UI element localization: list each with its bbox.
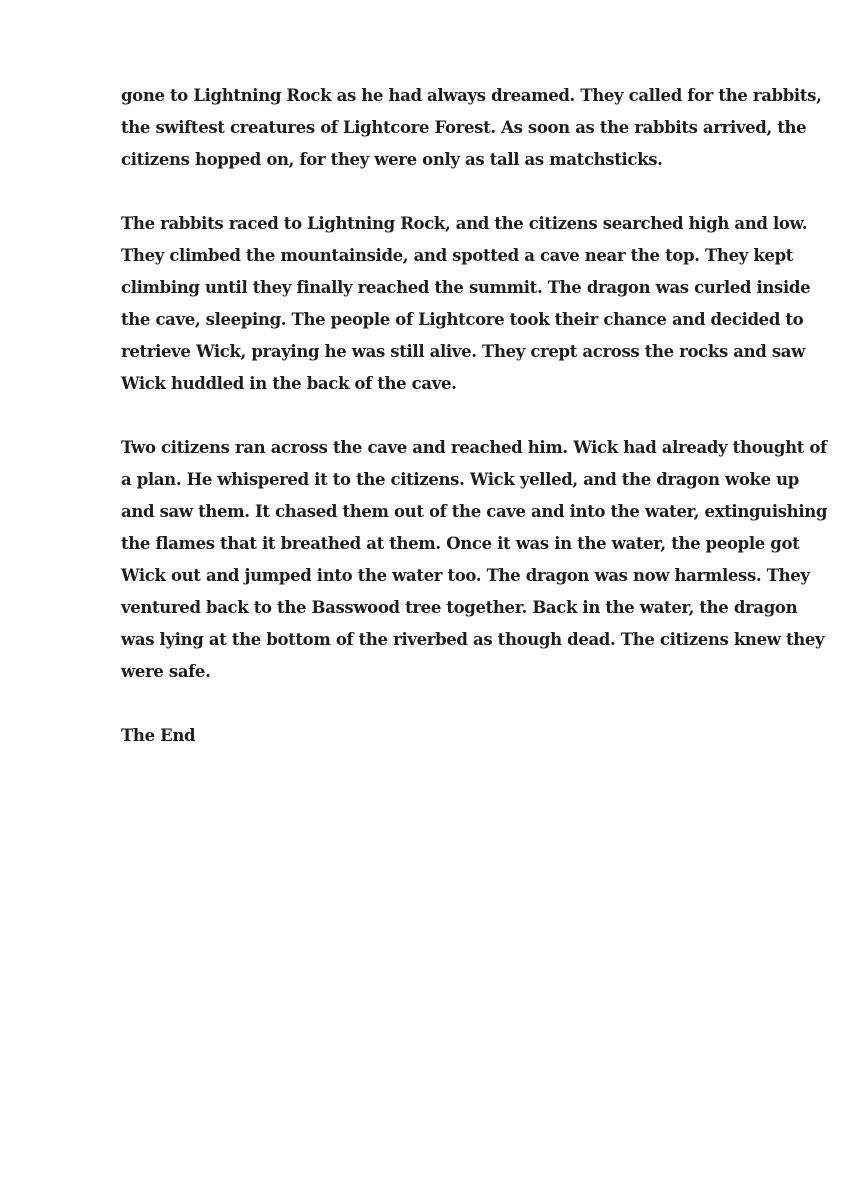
paragraph-2 <box>121 208 811 400</box>
text-line: Two citizens ran across the cave and reached him. Wick had already thought of <box>121 438 827 457</box>
story-text <box>121 80 828 752</box>
paragraph-3 <box>121 432 828 688</box>
text-line: the swiftest creatures of Lightcore Forest. As soon as the rabbits arrived, the <box>121 118 807 137</box>
text-line: the cave, sleeping. The people of Lightcore took their chance and decided to <box>121 310 804 329</box>
text-line: The rabbits raced to Lightning Rock, and the citizens searched high and low. <box>121 214 808 233</box>
text-line: and saw them. It chased them out of the cave and into the water, extinguishing <box>121 502 828 521</box>
paragraph-1 <box>121 80 822 176</box>
text-line: Wick huddled in the back of the cave. <box>121 374 457 393</box>
the-end-heading: The End <box>121 726 196 745</box>
text-line: a plan. He whispered it to the citizens. Wick yelled, and the dragon woke up <box>121 470 799 489</box>
text-line: were safe. <box>121 662 211 681</box>
text-line: retrieve Wick, praying he was still alive. They crept across the rocks and saw <box>121 342 805 361</box>
text-line: They climbed the mountainside, and spotted a cave near the top. They kept <box>121 246 794 265</box>
text-line: was lying at the bottom of the riverbed as though dead. The citizens knew they <box>121 630 825 649</box>
text-line: citizens hopped on, for they were only as tall as matchsticks. <box>121 150 663 169</box>
text-line: the flames that it breathed at them. Once it was in the water, the people got <box>121 534 800 553</box>
text-line: ventured back to the Basswood tree together. Back in the water, the dragon <box>121 598 798 617</box>
text-line: climbing until they finally reached the summit. The dragon was curled inside <box>121 278 811 297</box>
text-line: gone to Lightning Rock as he had always dreamed. They called for the rabbits, <box>121 86 822 105</box>
text-line: Wick out and jumped into the water too. The dragon was now harmless. They <box>121 566 810 585</box>
